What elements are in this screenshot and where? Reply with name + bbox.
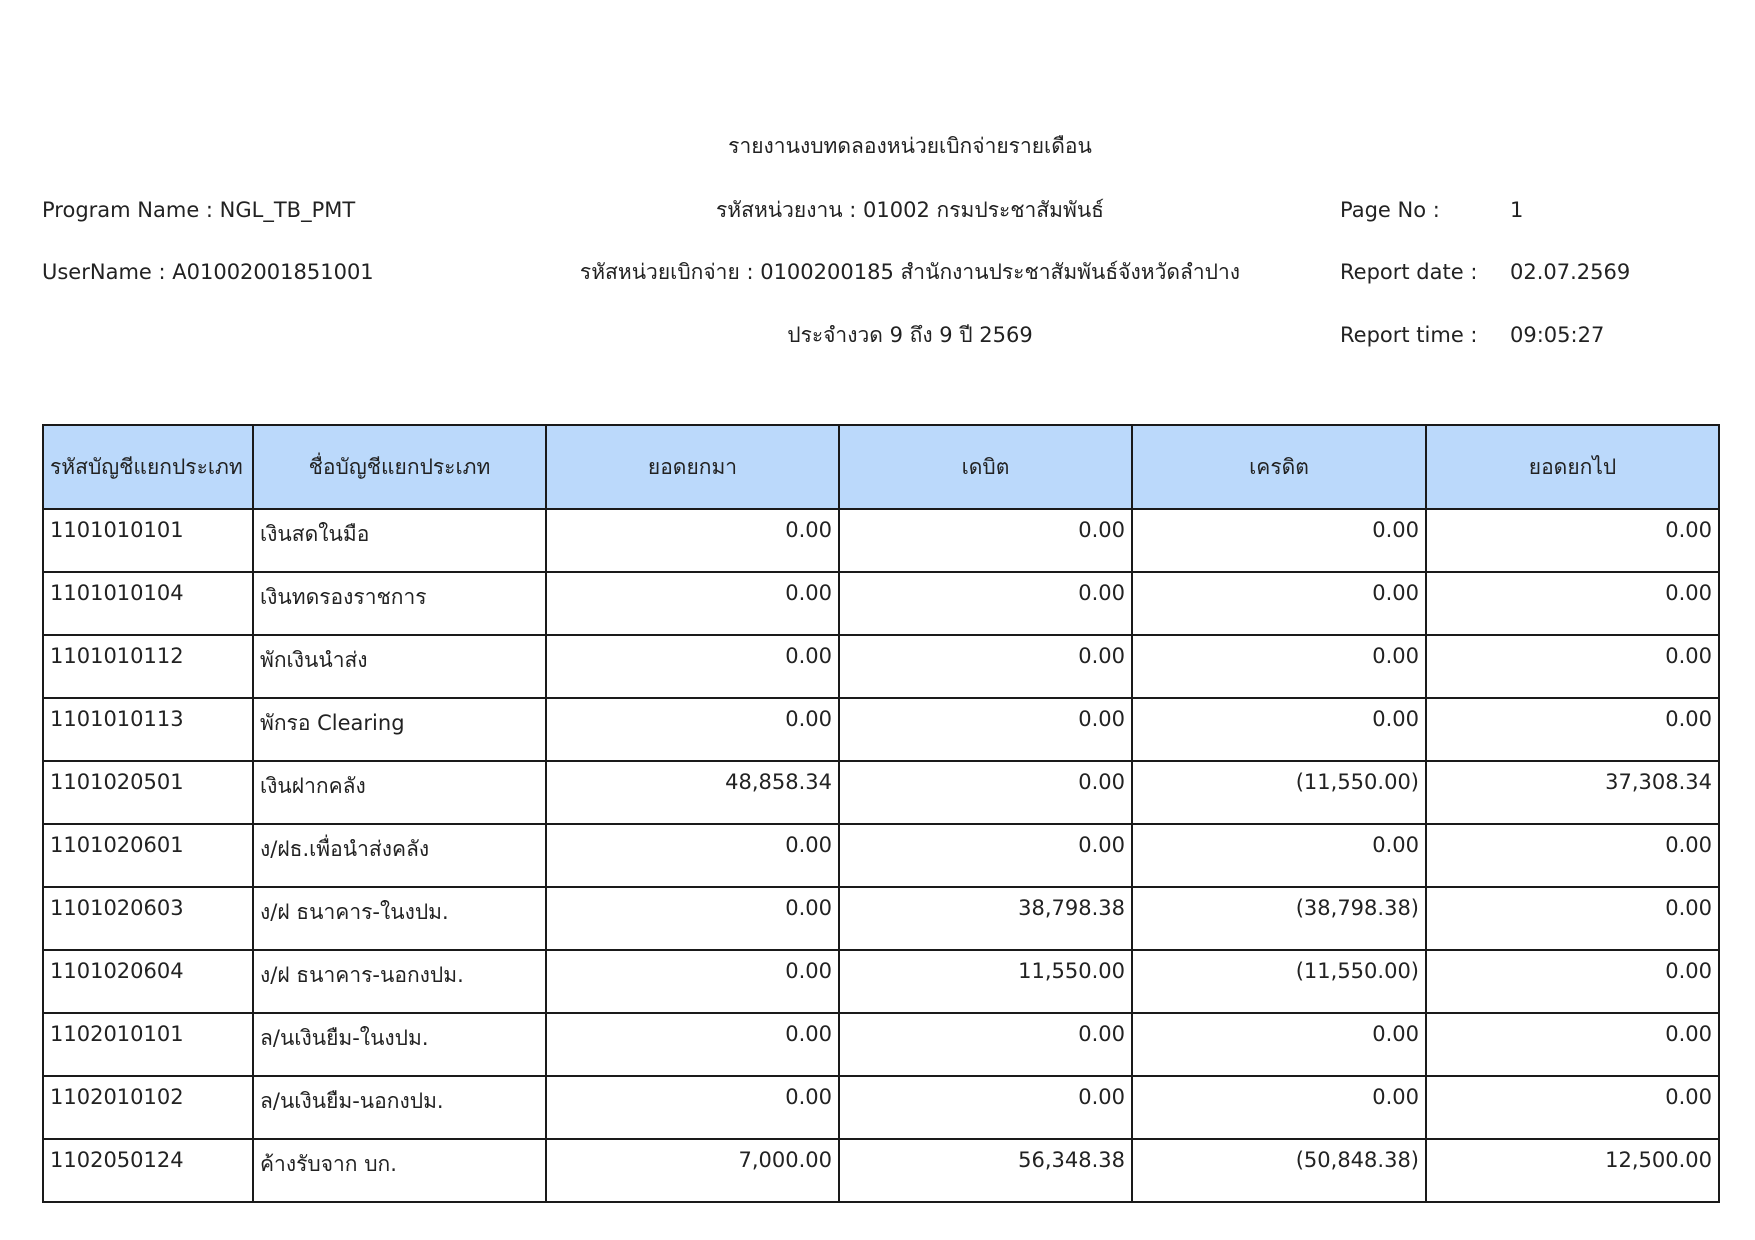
table-row [43,824,1719,887]
account-name: เงินทดรองราชการ [253,572,546,635]
debit: 0.00 [839,698,1132,761]
account-code: 1101010113 [43,698,253,761]
table-row [43,887,1719,950]
table-row [43,761,1719,824]
account-name: เงินฝากคลัง [253,761,546,824]
debit: 0.00 [839,1013,1132,1076]
col-header-credit: เครดิต [1132,425,1426,509]
account-name: ง/ฝ ธนาคาร-นอกงปม. [253,950,546,1013]
credit: 0.00 [1132,1076,1426,1139]
debit: 0.00 [839,1076,1132,1139]
table-row [43,1013,1719,1076]
username: UserName : A01002001851001 [42,260,374,284]
col-header-account-name: ชื่อบัญชีแยกประเภท [253,425,546,509]
col-header-closing-balance: ยอดยกไป [1426,425,1719,509]
account-name: ล/นเงินยืม-ในงปม. [253,1013,546,1076]
closing-balance: 0.00 [1426,887,1719,950]
credit: 0.00 [1132,698,1426,761]
opening-balance: 0.00 [546,887,839,950]
opening-balance: 0.00 [546,698,839,761]
credit: 0.00 [1132,572,1426,635]
account-code: 1102010102 [43,1076,253,1139]
table-row [43,698,1719,761]
account-name: ง/ฝ ธนาคาร-ในงปม. [253,887,546,950]
report-title: รายงานงบทดลองหน่วยเบิกจ่ายรายเดือน [728,134,1092,158]
account-name: ค้างรับจาก บก. [253,1139,546,1202]
opening-balance: 0.00 [546,1013,839,1076]
debit: 11,550.00 [839,950,1132,1013]
opening-balance: 7,000.00 [546,1139,839,1202]
closing-balance: 0.00 [1426,509,1719,572]
closing-balance: 0.00 [1426,950,1719,1013]
col-header-account-code: รหัสบัญชีแยกประเภท [43,425,253,509]
table-row [43,1076,1719,1139]
opening-balance: 48,858.34 [546,761,839,824]
agency-code: รหัสหน่วยงาน : 01002 กรมประชาสัมพันธ์ [716,198,1104,222]
debit: 38,798.38 [839,887,1132,950]
report-date-label: Report date : [1340,260,1478,284]
opening-balance: 0.00 [546,635,839,698]
account-code: 1101010112 [43,635,253,698]
report-time-label: Report time : [1340,323,1478,347]
closing-balance: 37,308.34 [1426,761,1719,824]
table-row [43,950,1719,1013]
report-date-value: 02.07.2569 [1510,260,1631,284]
debit: 0.00 [839,572,1132,635]
table-row [43,1139,1719,1202]
debit: 56,348.38 [839,1139,1132,1202]
account-name: พักรอ Clearing [253,698,546,761]
debit: 0.00 [839,761,1132,824]
closing-balance: 12,500.00 [1426,1139,1719,1202]
col-header-opening-balance: ยอดยกมา [546,425,839,509]
account-name: ง/ฝธ.เพื่อนำส่งคลัง [253,824,546,887]
credit: (11,550.00) [1132,761,1426,824]
closing-balance: 0.00 [1426,698,1719,761]
account-name: พักเงินนำส่ง [253,635,546,698]
table-row [43,509,1719,572]
closing-balance: 0.00 [1426,1076,1719,1139]
table-header-row [43,425,1719,509]
program-name: Program Name : NGL_TB_PMT [42,198,356,222]
closing-balance: 0.00 [1426,635,1719,698]
account-code: 1101020601 [43,824,253,887]
credit: (50,848.38) [1132,1139,1426,1202]
disbursing-unit: รหัสหน่วยเบิกจ่าย : 0100200185 สำนักงานประชาสัมพันธ์จังหวัดลำปาง [579,260,1241,284]
page-no-value: 1 [1510,198,1524,222]
credit: 0.00 [1132,824,1426,887]
opening-balance: 0.00 [546,950,839,1013]
credit: 0.00 [1132,635,1426,698]
account-code: 1101020501 [43,761,253,824]
credit: 0.00 [1132,1013,1426,1076]
account-code: 1102050124 [43,1139,253,1202]
trial-balance-table [42,424,1720,1203]
closing-balance: 0.00 [1426,1013,1719,1076]
col-header-debit: เดบิต [839,425,1132,509]
credit: (11,550.00) [1132,950,1426,1013]
credit: 0.00 [1132,509,1426,572]
account-code: 1101010104 [43,572,253,635]
table-row [43,635,1719,698]
account-code: 1102010101 [43,1013,253,1076]
opening-balance: 0.00 [546,824,839,887]
closing-balance: 0.00 [1426,572,1719,635]
opening-balance: 0.00 [546,1076,839,1139]
opening-balance: 0.00 [546,509,839,572]
debit: 0.00 [839,509,1132,572]
table-row [43,572,1719,635]
account-code: 1101020604 [43,950,253,1013]
page-no-label: Page No : [1340,198,1440,222]
debit: 0.00 [839,635,1132,698]
debit: 0.00 [839,824,1132,887]
report-time-value: 09:05:27 [1510,323,1605,347]
closing-balance: 0.00 [1426,824,1719,887]
account-code: 1101020603 [43,887,253,950]
credit: (38,798.38) [1132,887,1426,950]
report-period: ประจำงวด 9 ถึง 9 ปี 2569 [787,323,1033,347]
account-name: ล/นเงินยืม-นอกงปม. [253,1076,546,1139]
account-code: 1101010101 [43,509,253,572]
account-name: เงินสดในมือ [253,509,546,572]
opening-balance: 0.00 [546,572,839,635]
